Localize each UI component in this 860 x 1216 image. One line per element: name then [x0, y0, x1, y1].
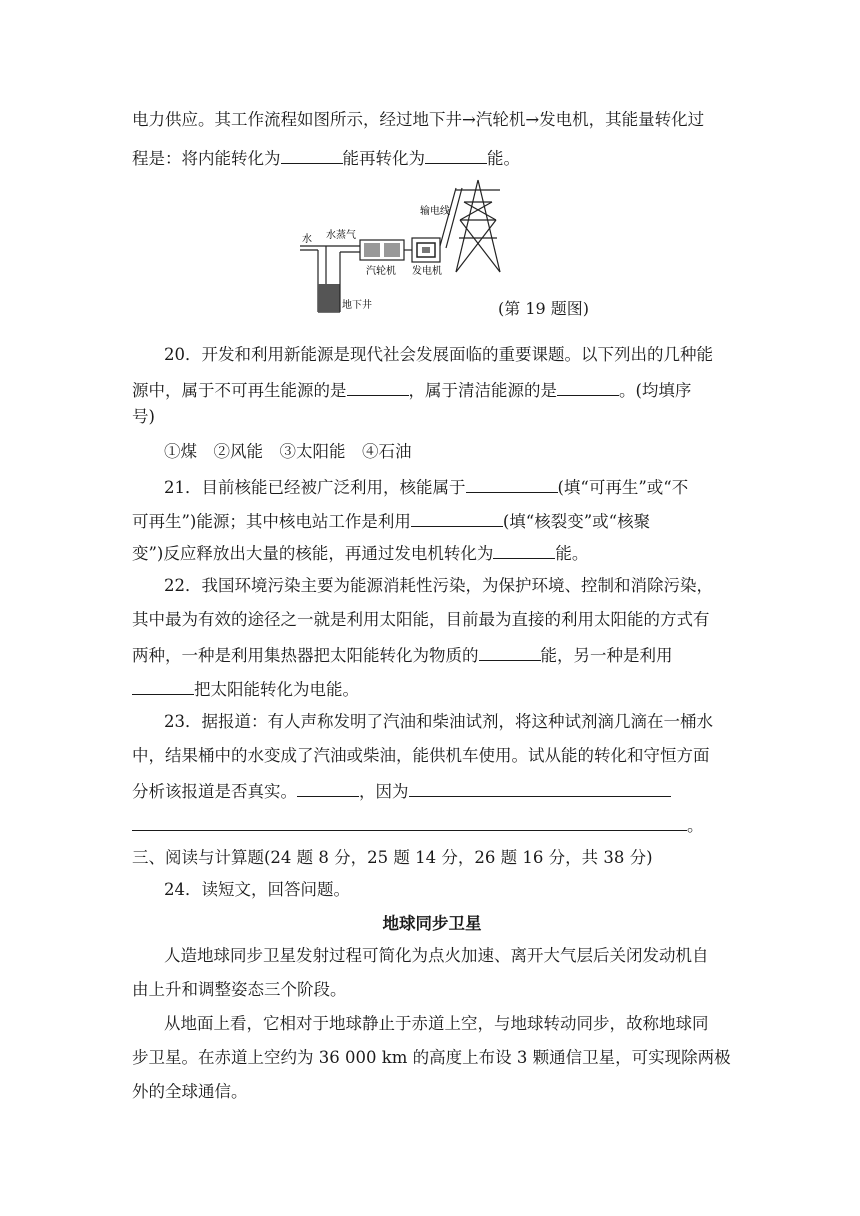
text-line: 可再生”)能源；其中核电站工作是利用 (填“核裂变”或“核聚	[132, 508, 732, 534]
answer-blank[interactable]	[411, 508, 503, 527]
label-steam: 水蒸气	[326, 230, 356, 241]
article-title: 地球同步卫星	[382, 914, 482, 933]
text-line: 中，结果桶中的水变成了汽油或柴油，能供机车使用。试从能的转化和守恒方面	[132, 746, 710, 765]
text-line: 两种，一种是利用集热器把太阳能转化为物质的 能，另一种是利用	[132, 642, 732, 668]
answer-blank[interactable]	[557, 377, 619, 396]
question-22: 22．我国环境污染主要为能源消耗性污染，为保护环境、控制和消除污染，	[164, 576, 713, 595]
text-line: 程是：将内能转化为 能再转化为 能。	[132, 145, 732, 171]
text-line: 源中，属于不可再生能源的是 ，属于清洁能源的是 。(均填序	[132, 377, 732, 403]
answer-blank[interactable]	[297, 778, 359, 797]
label-water: 水	[302, 234, 312, 245]
figure-caption: (第 19 题图)	[498, 299, 590, 318]
answer-blank[interactable]	[493, 540, 555, 559]
text-line: 电力供应。其工作流程如图所示，经过地下井→汽轮机→发电机，其能量转化过	[132, 110, 705, 129]
text-line: 变”)反应释放出大量的核能，再通过发电机转化为 能。	[132, 540, 732, 566]
label-generator: 发电机	[412, 266, 442, 277]
answer-blank[interactable]	[409, 778, 671, 797]
question-23: 23．据报道：有人声称发明了汽油和柴油试剂，将这种试剂滴几滴在一桶水	[164, 712, 713, 731]
answer-blank[interactable]	[466, 474, 558, 493]
options-line: ①煤 ②风能 ③太阳能 ④石油	[164, 442, 412, 461]
transmission-tower	[456, 180, 500, 272]
question-21: 21．目前核能已经被广泛利用，核能属于 (填“可再生”或“不	[164, 474, 732, 500]
answer-blank[interactable]	[132, 812, 687, 831]
section-heading: 三、阅读与计算题(24 题 8 分，25 题 14 分，26 题 16 分，共 38 分)	[132, 848, 653, 867]
label-wire: 输电线	[420, 206, 450, 217]
answer-blank[interactable]	[479, 642, 541, 661]
text-line: 把太阳能转化为电能。	[132, 676, 732, 702]
article-text: 由上升和调整姿态三个阶段。	[132, 980, 347, 999]
question-24: 24．读短文，回答问题。	[164, 880, 350, 899]
article-text: 人造地球同步卫星发射过程可简化为点火加速、离开大气层后关闭发动机自	[164, 946, 709, 965]
text-line: 号)	[132, 407, 155, 426]
power-plant-diagram	[296, 176, 526, 316]
answer-blank[interactable]	[281, 145, 343, 164]
label-well: 地下井	[342, 300, 372, 311]
answer-blank[interactable]	[347, 377, 409, 396]
text-line: 其中最为有效的途径之一就是利用太阳能，目前最为直接的利用太阳能的方式有	[132, 610, 710, 629]
label-turbine: 汽轮机	[366, 266, 396, 277]
article-text: 外的全球通信。	[132, 1082, 248, 1101]
article-text: 从地面上看，它相对于地球静止于赤道上空，与地球转动同步，故称地球同	[164, 1014, 709, 1033]
text-line: 。	[132, 812, 732, 838]
text-line: 分析该报道是否真实。 ，因为	[132, 778, 732, 804]
underground-well	[318, 284, 340, 312]
answer-blank[interactable]	[425, 145, 487, 164]
question-20: 20．开发和利用新能源是现代社会发展面临的重要课题。以下列出的几种能	[164, 345, 713, 364]
article-text: 步卫星。在赤道上空约为 36 000 km 的高度上布设 3 颗通信卫星，可实现除两极	[132, 1048, 731, 1067]
answer-blank[interactable]	[132, 676, 194, 695]
